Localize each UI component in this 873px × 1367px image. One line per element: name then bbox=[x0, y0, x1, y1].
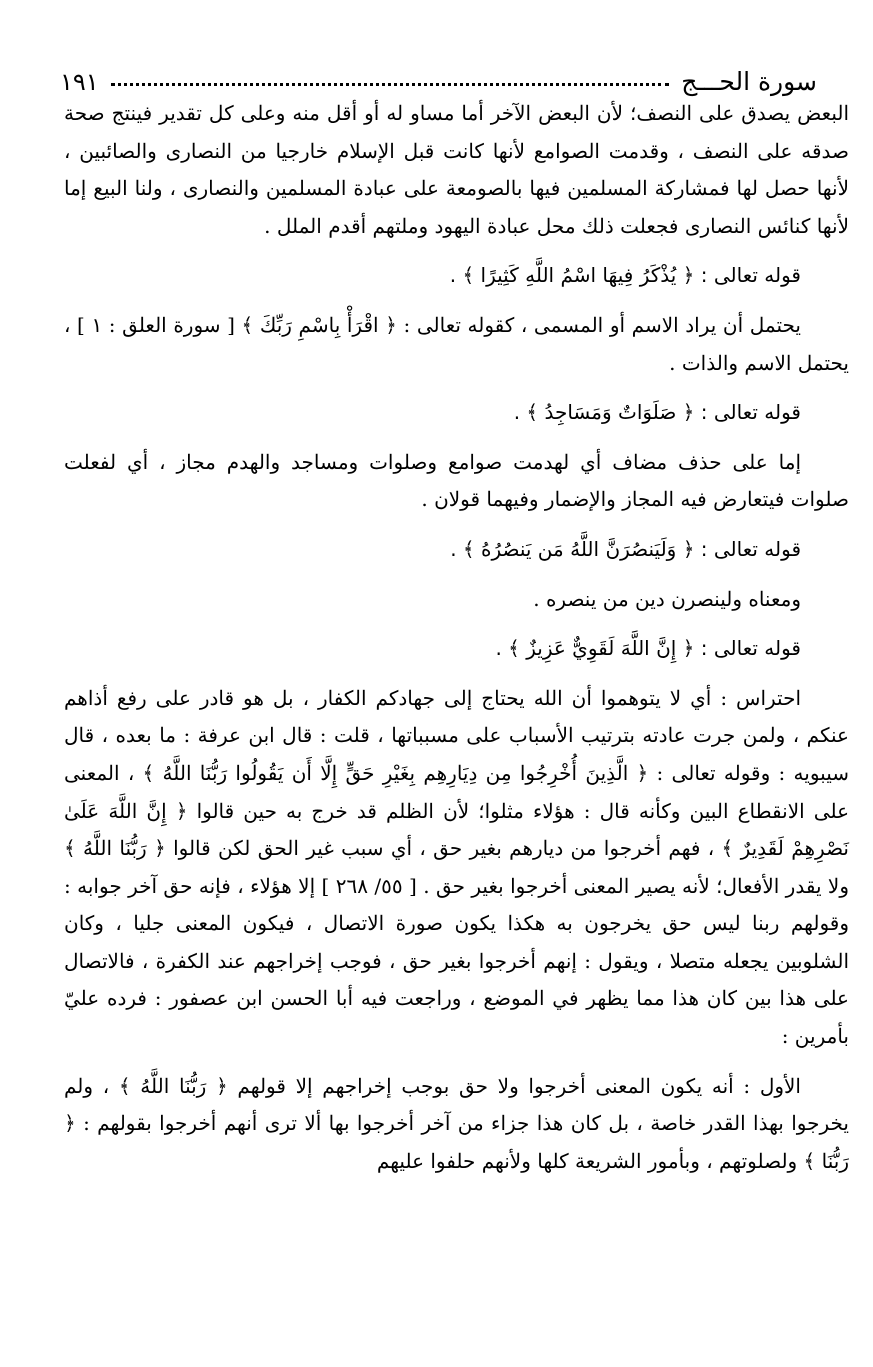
paragraph: ومعناه ولينصرن دين من ينصره . bbox=[533, 586, 801, 611]
verse-heading: قوله تعالى : ﴿ إِنَّ اللَّهَ لَقَوِيٌّ عَزِيزٌ ﴾ . bbox=[495, 636, 801, 661]
page-number: ١٩١ bbox=[60, 68, 99, 96]
page-header bbox=[60, 56, 817, 96]
paragraph: يحتمل أن يراد الاسم أو المسمى ، كقوله تعالى : ﴿ اقْرَأْ بِاسْمِ رَبِّكَ ﴾ [ سورة العلق : ١ ] ، يحتمل الاسم والذات . bbox=[64, 312, 849, 375]
header-dotted-leader bbox=[111, 83, 670, 86]
verse-heading: قوله تعالى : ﴿ وَلَيَنصُرَنَّ اللَّهُ مَن يَنصُرُهُ ﴾ . bbox=[450, 536, 801, 561]
verse-heading: قوله تعالى : ﴿ يُذْكَرُ فِيهَا اسْمُ اللَّهِ كَثِيرًا ﴾ . bbox=[449, 263, 801, 288]
surah-title: سورة الحـــج bbox=[681, 67, 817, 96]
paragraph: الأول : أنه يكون المعنى أخرجوا ولا حق بوجب إخراجهم إلا قولهم ﴿ رَبُّنَا اللَّهُ ﴾ ، ولم يخرجوا بهذا القدر خاصة ، بل كان هذا جزاء من آخر أخرجوا بها ألا ترى أنهم أخرجوا بقولهم : ﴿ رَبُّنَا ﴾ ولصلوتهم ، وبأمور الشريعة كلها ولأنهم حلفوا عليهم bbox=[64, 1073, 849, 1173]
page-body bbox=[64, 95, 849, 1357]
paragraph: إما على حذف مضاف أي لهدمت صوامع وصلوات ومساجد والهدم مجاز ، أي لفعلت صلوات فيتعارض فيه المجاز والإضمار وفيهما قولان . bbox=[64, 449, 849, 512]
verse-heading: قوله تعالى : ﴿ صَلَوَاتٌ وَمَسَاجِدُ ﴾ . bbox=[513, 400, 801, 425]
paragraph: احتراس : أي لا يتوهموا أن الله يحتاج إلى جهادكم الكفار ، بل هو قادر على رفع أذاهم عنكم ، ولمن جرت عادته بترتيب الأسباب على مسبباتها ، قلت : قال ابن عرفة : ما بعده ، قال سيبويه : وقوله تعالى : ﴿ الَّذِينَ أُخْرِجُوا مِن دِيَارِهِم بِغَيْرِ حَقٍّ إِلَّا أَن يَقُولُوا رَبُّنَا اللَّهُ ﴾ ، المعنى على الانقطاع البين وكأنه قال : هؤلاء مثلوا؛ لأن الظلم قد خرج به حين قالوا ﴿ إِنَّ اللَّهَ عَلَىٰ نَصْرِهِمْ لَقَدِيرٌ ﴾ ، فهم أخرجوا من ديارهم بغير حق ، أي سبب غير الحق لكن قالوا ﴿ رَبُّنَا اللَّهُ ﴾ ولا يقدر الأفعال؛ لأنه يصير المعنى أخرجوا بغير حق . [ ٥٥/ ٢٦٨ ] إلا هؤلاء ، فإنه حق آخر جوابه : وقولهم ربنا ليس حق يخرجون به هكذا يكون صورة الاتصال ، فيكون المعنى جليا ، وكان الشلوبين يجعله متصلا ، ويقول : إنهم أخرجوا بغير حق ، فوجب إخراجهم عند الكفرة ، فالاتصال على هذا بين كان هذا مما يظهر في الموضع ، وراجعت فيه أبا الحسن ابن عصفور : فرده عليّ بأمرين : bbox=[64, 685, 849, 1049]
paragraph: البعض يصدق على النصف؛ لأن البعض الآخر أما مساو له أو أقل منه وعلى كل تقدير فينتج صحة صدقه على النصف ، وقدمت الصوامع لأنها كانت قبل الإسلام خارجيا من النصارى والصائبين ، لأنها حصل لها فمشاركة المسلمين فيها بالصومعة على عبادة المسلمين والنصارى ، ولنا البيع إما لأنها كنائس النصارى فجعلت ذلك محل عبادة اليهود وملتهم أقدم الملل . bbox=[64, 101, 849, 238]
